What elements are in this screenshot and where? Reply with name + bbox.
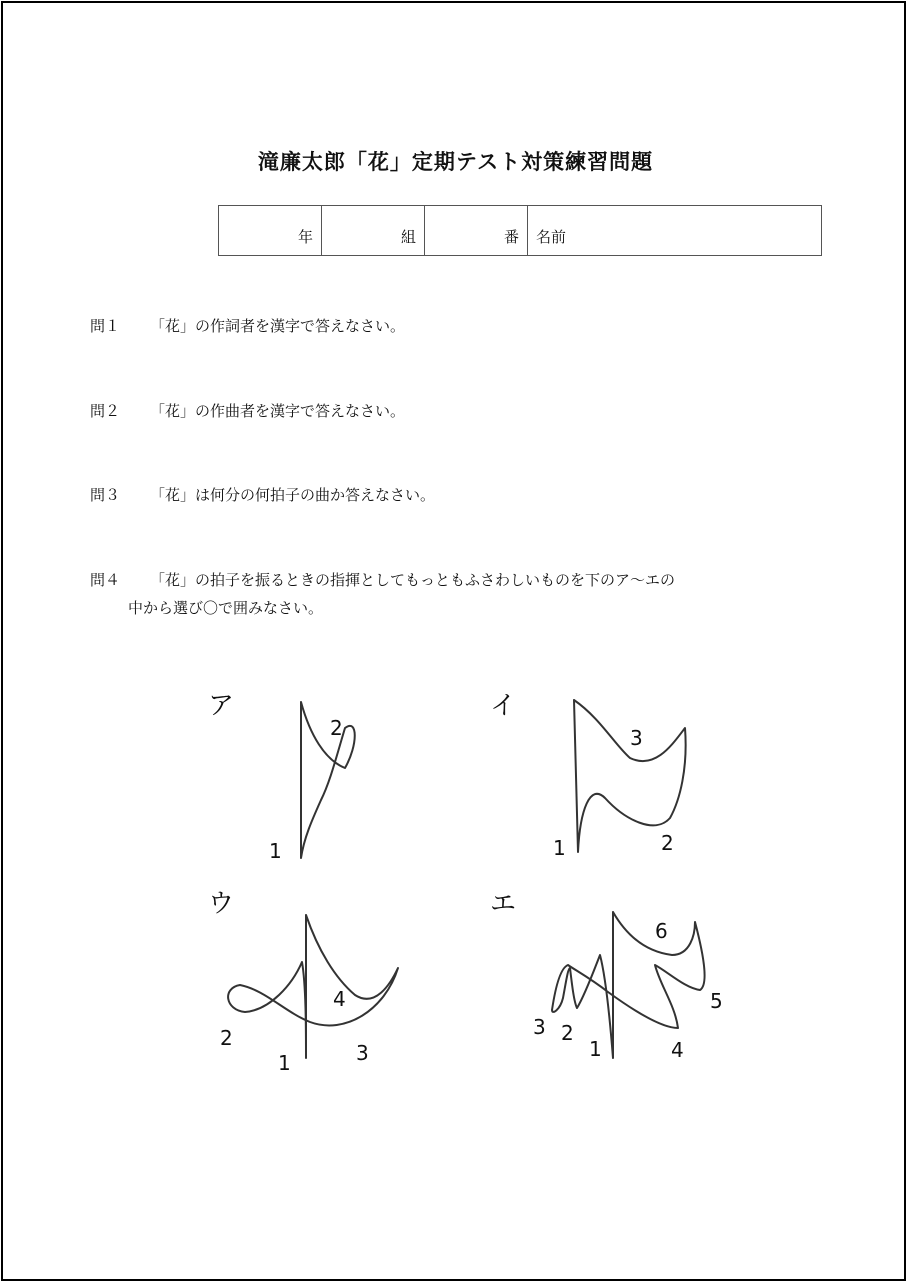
diagram-i-beat-1: 1 xyxy=(553,836,566,860)
question-number: 問１ xyxy=(90,317,121,335)
question-text: 「花」の作詞者を漢字で答えなさい。 xyxy=(150,317,406,335)
number-label: 番 xyxy=(503,228,519,246)
class-label: 組 xyxy=(400,228,416,246)
diagram-i-beat-2: 2 xyxy=(661,831,674,855)
diagram-e-path xyxy=(552,912,705,1058)
diagram-e-beat-1: 1 xyxy=(589,1037,602,1061)
diagram-a-beat-2: 2 xyxy=(330,716,343,740)
diagram-u-beat-4: 4 xyxy=(333,987,346,1011)
diagram-u-beat-2: 2 xyxy=(220,1026,233,1050)
question-text: 「花」の拍子を振るときの指揮としてもっともふさわしいものを下のア～エの xyxy=(150,571,676,589)
diagram-e-beat-6: 6 xyxy=(655,919,668,943)
diagram-u xyxy=(228,915,398,1058)
diagram-e xyxy=(552,912,705,1058)
diagram-i xyxy=(574,700,686,852)
question-number: 問２ xyxy=(90,402,121,420)
diagram-a-label: ア xyxy=(208,691,235,721)
diagram-e-beat-4: 4 xyxy=(671,1038,684,1062)
diagram-e-label: エ xyxy=(490,889,517,919)
diagram-u-label: ウ xyxy=(208,889,235,919)
diagram-u-beat-1: 1 xyxy=(278,1051,291,1075)
diagram-u-path xyxy=(228,915,398,1058)
diagram-i-beat-3: 3 xyxy=(630,726,643,750)
question-text-continued: 中から選び〇で囲みなさい。 xyxy=(128,599,324,617)
diagram-i-path xyxy=(574,700,686,852)
diagram-u-beat-3: 3 xyxy=(356,1041,369,1065)
question-number: 問３ xyxy=(90,486,121,504)
name-label: 名前 xyxy=(536,228,567,246)
diagram-e-beat-3: 3 xyxy=(533,1015,546,1039)
diagram-e-beat-2: 2 xyxy=(561,1021,574,1045)
page-title: 滝廉太郎「花」定期テスト対策練習問題 xyxy=(257,150,654,174)
diagram-e-beat-5: 5 xyxy=(710,989,723,1013)
question-number: 問４ xyxy=(90,571,121,589)
question-text: 「花」は何分の何拍子の曲か答えなさい。 xyxy=(150,486,436,504)
year-label: 年 xyxy=(297,228,313,246)
question-text: 「花」の作曲者を漢字で答えなさい。 xyxy=(150,402,406,420)
diagram-a-path xyxy=(301,702,355,858)
diagram-a xyxy=(301,702,355,858)
diagram-a-beat-1: 1 xyxy=(269,839,282,863)
diagram-i-label: イ xyxy=(490,691,517,721)
